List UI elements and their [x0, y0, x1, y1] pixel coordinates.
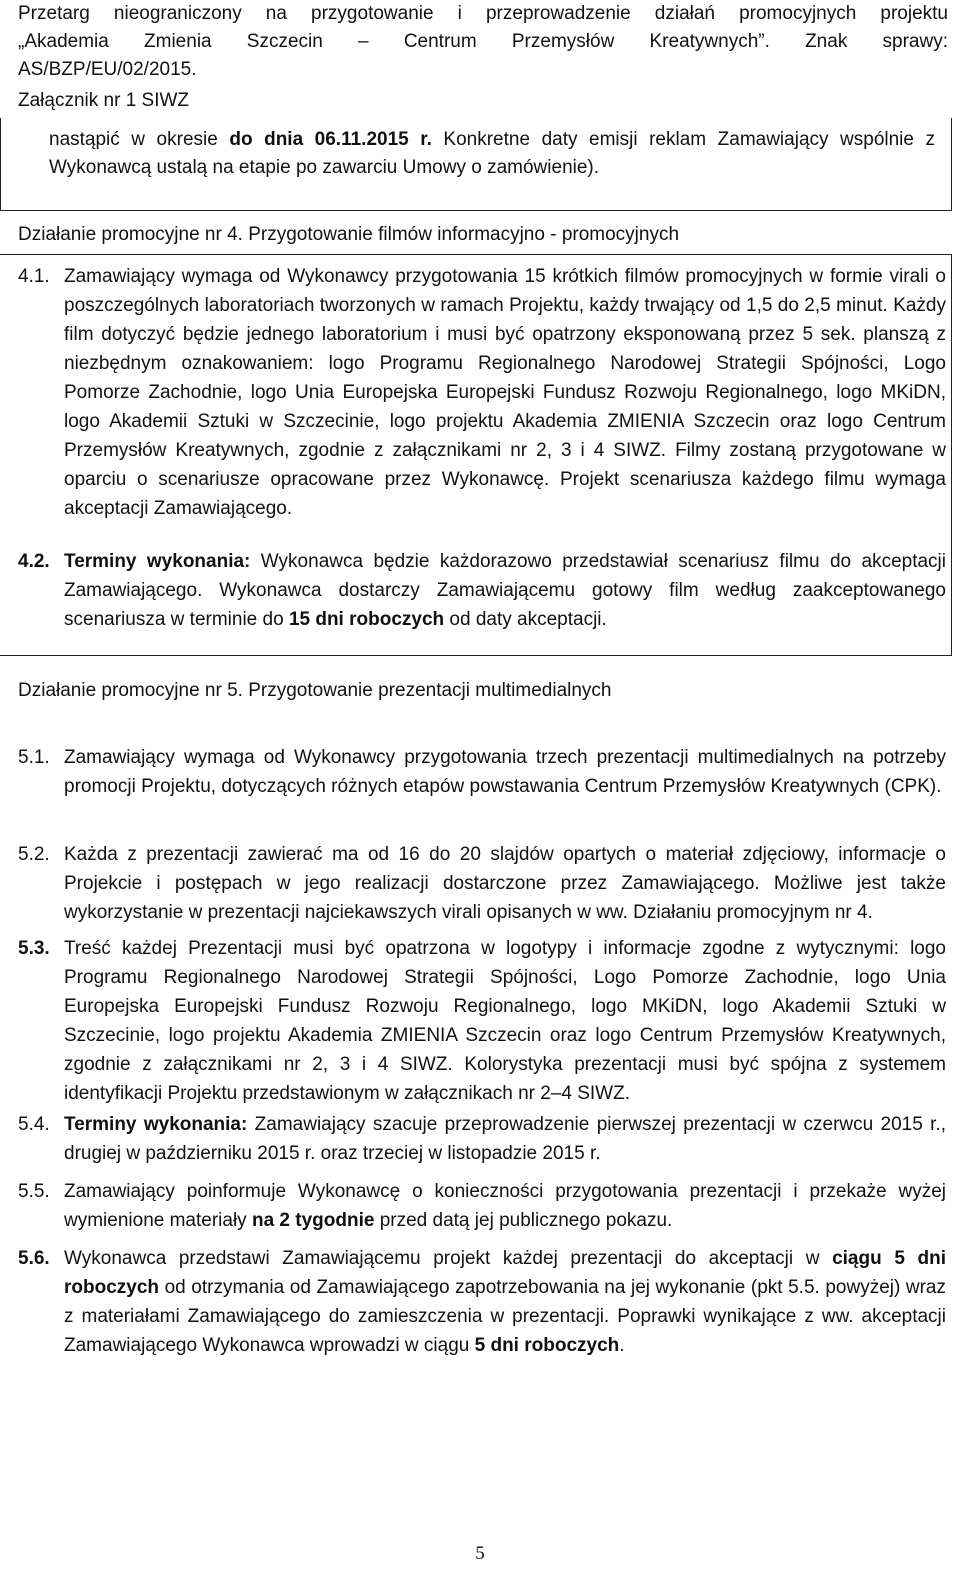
item-5-5	[18, 1177, 946, 1235]
item-5-2	[18, 840, 946, 927]
item-5-4	[18, 1110, 946, 1168]
header-line-2: „Akademia Zmienia Szczecin – Centrum Przemysłów Kreatywnych”. Znak sprawy:	[18, 31, 948, 52]
section-4-title: Działanie promocyjne nr 4. Przygotowanie filmów informacyjno - promocyjnych	[18, 224, 680, 245]
item-text: Każda z prezentacji zawierać ma od 16 do 20 slajdów opartych o materiał zdjęciowy, informacje o Projekcie i postępach w jego realizacji dostarczone przez Zamawiającego. Możliwe jest także wykorzystanie w prezentacji najciekawszych virali opisanych w ww. Działaniu promocyjnym nr 4.	[64, 844, 946, 923]
item-text: Terminy wykonania: Zamawiający szacuje przeprowadzenie pierwszej prezentacji w czerwcu 2015 r., drugiej w październiku 2015 r. oraz trzeciej w listopadzie 2015 r.	[64, 1114, 946, 1164]
item-number: 5.2.	[18, 844, 50, 865]
section-5-title: Działanie promocyjne nr 5. Przygotowanie prezentacji multimedialnych	[18, 680, 612, 701]
item-number: 4.1.	[18, 266, 50, 287]
item-number: 5.3.	[18, 938, 50, 959]
item-4-1	[18, 262, 946, 523]
item-text: Wykonawca przedstawi Zamawiającemu projekt każdej prezentacji do akceptacji w ciągu 5 dni roboczych od otrzymania od Zamawiającego zapotrzebowania na jej wykonanie (pkt 5.5. powyżej) wraz z materiałami Zamawiającego do zamieszczenia w prezentacji. Poprawki wynikające z ww. akceptacji Zamawiającego Wykonawca wprowadzi w ciągu 5 dni roboczych.	[64, 1248, 946, 1356]
document-header	[18, 0, 948, 84]
item-number: 4.2.	[18, 551, 50, 572]
item-number: 5.5.	[18, 1181, 50, 1202]
continuation-text: nastąpić w okresie do dnia 06.11.2015 r. Konkretne daty emisji reklam Zamawiający wspólnie z Wykonawcą ustalą na etapie po zawarciu Umowy o zamówienie).	[49, 129, 936, 178]
item-text: Zamawiający poinformuje Wykonawcę o konieczności przygotowania prezentacji i przekaże wyżej wymienione materiały na 2 tygodnie przed datą jej publicznego pokazu.	[64, 1181, 946, 1231]
item-number: 5.1.	[18, 747, 50, 768]
item-4-2	[18, 547, 946, 634]
continuation-box	[0, 118, 952, 211]
page-number: 5	[475, 1543, 485, 1564]
header-line-3: AS/BZP/EU/02/2015.	[18, 59, 197, 80]
item-number: 5.4.	[18, 1114, 50, 1135]
item-text: Zamawiający wymaga od Wykonawcy przygotowania trzech prezentacji multimedialnych na potrzeby promocji Projektu, dotyczących różnych etapów powstawania Centrum Przemysłów Kreatywnych (CPK).	[64, 747, 946, 797]
item-5-1	[18, 743, 946, 801]
item-text: Treść każdej Prezentacji musi być opatrzona w logotypy i informacje zgodne z wytycznymi: logo Programu Regionalnego Narodowej Strategii Spójności, Logo Pomorze Zachodnie, logo Unia Europejska Europejski Fundusz Rozwoju Regionalnego, logo MKiDN, logo Akademii Sztuki w Szczecinie, logo projektu Akademia ZMIENIA Szczecin oraz logo Centrum Przemysłów Kreatywnych, zgodnie z załącznikami nr 2, 3 i 4 SIWZ. Kolorystyka prezentacji musi być spójna z systemem identyfikacji Projektu przedstawionym w załącznikach nr 2–4 SIWZ.	[64, 938, 946, 1104]
attachment-label: Załącznik nr 1 SIWZ	[18, 90, 190, 111]
header-line-1: Przetarg nieograniczony na przygotowanie i przeprowadzenie działań promocyjnych projektu	[18, 3, 948, 24]
item-5-3	[18, 934, 946, 1108]
item-text: Terminy wykonania: Wykonawca będzie każdorazowo przedstawiał scenariusz filmu do akceptacji Zamawiającego. Wykonawca dostarczy Zamawiającemu gotowy film według zaakceptowanego scenariusza w terminie do 15 dni roboczych od daty akceptacji.	[64, 551, 946, 630]
item-number: 5.6.	[18, 1248, 50, 1269]
item-5-6	[18, 1244, 946, 1360]
item-text: Zamawiający wymaga od Wykonawcy przygotowania 15 krótkich filmów promocyjnych w formie virali o poszczególnych laboratoriach tworzonych w ramach Projektu, każdy trwający od 1,5 do 2,5 minut. Każdy film dotyczyć będzie jednego laboratorium i musi być opatrzony eksponowaną przez 5 sek. planszą z niezbędnym oznakowaniem: logo Programu Regionalnego Narodowej Strategii Spójności, Logo Pomorze Zachodnie, logo Unia Europejska Europejski Fundusz Rozwoju Regionalnego, logo MKiDN, logo Akademii Sztuki w Szczecinie, logo projektu Akademia ZMIENIA Szczecin oraz logo Centrum Przemysłów Kreatywnych, zgodnie z załącznikami nr 2, 3 i 4 SIWZ. Filmy zostaną przygotowane w oparciu o scenariusze opracowane przez Wykonawcę. Projekt scenariusza każdego filmu wymaga akceptacji Zamawiającego.	[64, 266, 946, 519]
